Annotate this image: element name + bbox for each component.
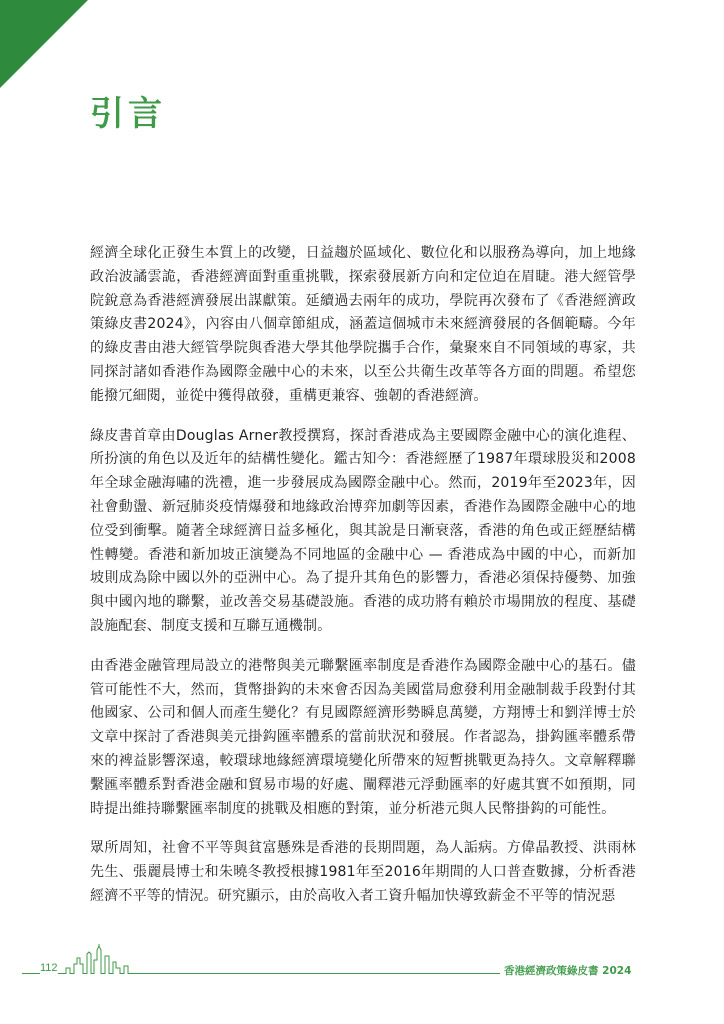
publication-title: 香港經濟政策綠皮書 2024 [504, 965, 632, 977]
page-number: 112 [40, 962, 58, 974]
corner-decoration [0, 0, 88, 88]
paragraph: 眾所周知，社會不平等與貧富懸殊是香港的長期問題，為人詬病。方偉晶教授、洪雨林先生、張麗晨博士和朱曉冬教授根據1981年至2016年期間的人口普查數據，分析香港經濟不平等的情況。研究顯示，由於高收入者工資升幅加快導致薪金不平等的情況惡 [90, 840, 636, 904]
body-text [90, 242, 636, 925]
paragraph: 綠皮書首章由Douglas Arner教授撰寫，探討香港成為主要國際金融中心的演化進程、所扮演的角色以及近年的結構性變化。鑑古知今：香港經歷了1987年環球股災和2008年全球金融海嘯的洗禮，進一步發展成為國際金融中心。然而，2019年至2023年，因社會動盪、新冠肺炎疫情爆發和地緣政治博弈加劇等因素，香港作為國際金融中心的地位受到衝擊。隨著全球經濟日益多極化，與其說是日漸衰落，香港的角色或正經歷結構性轉變。香港和新加坡正演變為不同地區的金融中心 — 香港成為中國的中心，而新加坡則成為除中國以外的亞洲中心。為了提升其角色的影響力，香港必須保持優勢、加強與中國內地的聯繫，並改善交易基礎設施。香港的成功將有賴於市場開放的程度、基礎設施配套、制度支援和互聯互通機制。 [90, 427, 636, 634]
paragraph: 經濟全球化正發生本質上的改變，日益趨於區域化、數位化和以服務為導向，加上地緣政治波譎雲詭，香港經濟面對重重挑戰，探索發展新方向和定位迫在眉睫。港大經管學院銳意為香港經濟發展出謀獻策。延續過去兩年的成功，學院再次發布了《香港經濟政策綠皮書2024》，內容由八個章節組成，涵蓋這個城市未來經濟發展的各個範疇。今年的綠皮書由港大經管學院與香港大學其他學院攜手合作，彙聚來自不同領域的專家，共同探討諸如香港作為國際金融中心的未來，以至公共衛生改革等各方面的問題。希望您能撥冗細閱，並從中獲得啟發，重構更兼容、強韌的香港經濟。 [90, 245, 636, 404]
footer-rule-right [138, 973, 500, 974]
paragraph: 由香港金融管理局設立的港幣與美元聯繫匯率制度是香港作為國際金融中心的基石。儘管可能性不大，然而，貨幣掛鈎的未來會否因為美國當局愈發利用金融制裁手段對付其他國家、公司和個人而產生變化？有見國際經濟形勢瞬息萬變，方翔博士和劉洋博士於文章中探討了香港與美元掛鈎匯率體系的當前狀況和發展。作者認為，掛鈎匯率體系帶來的裨益影響深遠，較環球地緣經濟環境變化所帶來的短暫挑戰更為持久。文章解釋聯繫匯率體系對香港金融和貿易市場的好處、闡釋港元浮動匯率的好處其實不如預期，同時提出維持聯繫匯率制度的挑戰及相應的對策，並分析港元與人民幣掛鈎的可能性。 [90, 657, 636, 817]
footer-rule-left [22, 973, 40, 974]
skyline-icon [58, 944, 140, 976]
page-footer [0, 938, 724, 988]
page-title: 引言 [90, 94, 166, 134]
